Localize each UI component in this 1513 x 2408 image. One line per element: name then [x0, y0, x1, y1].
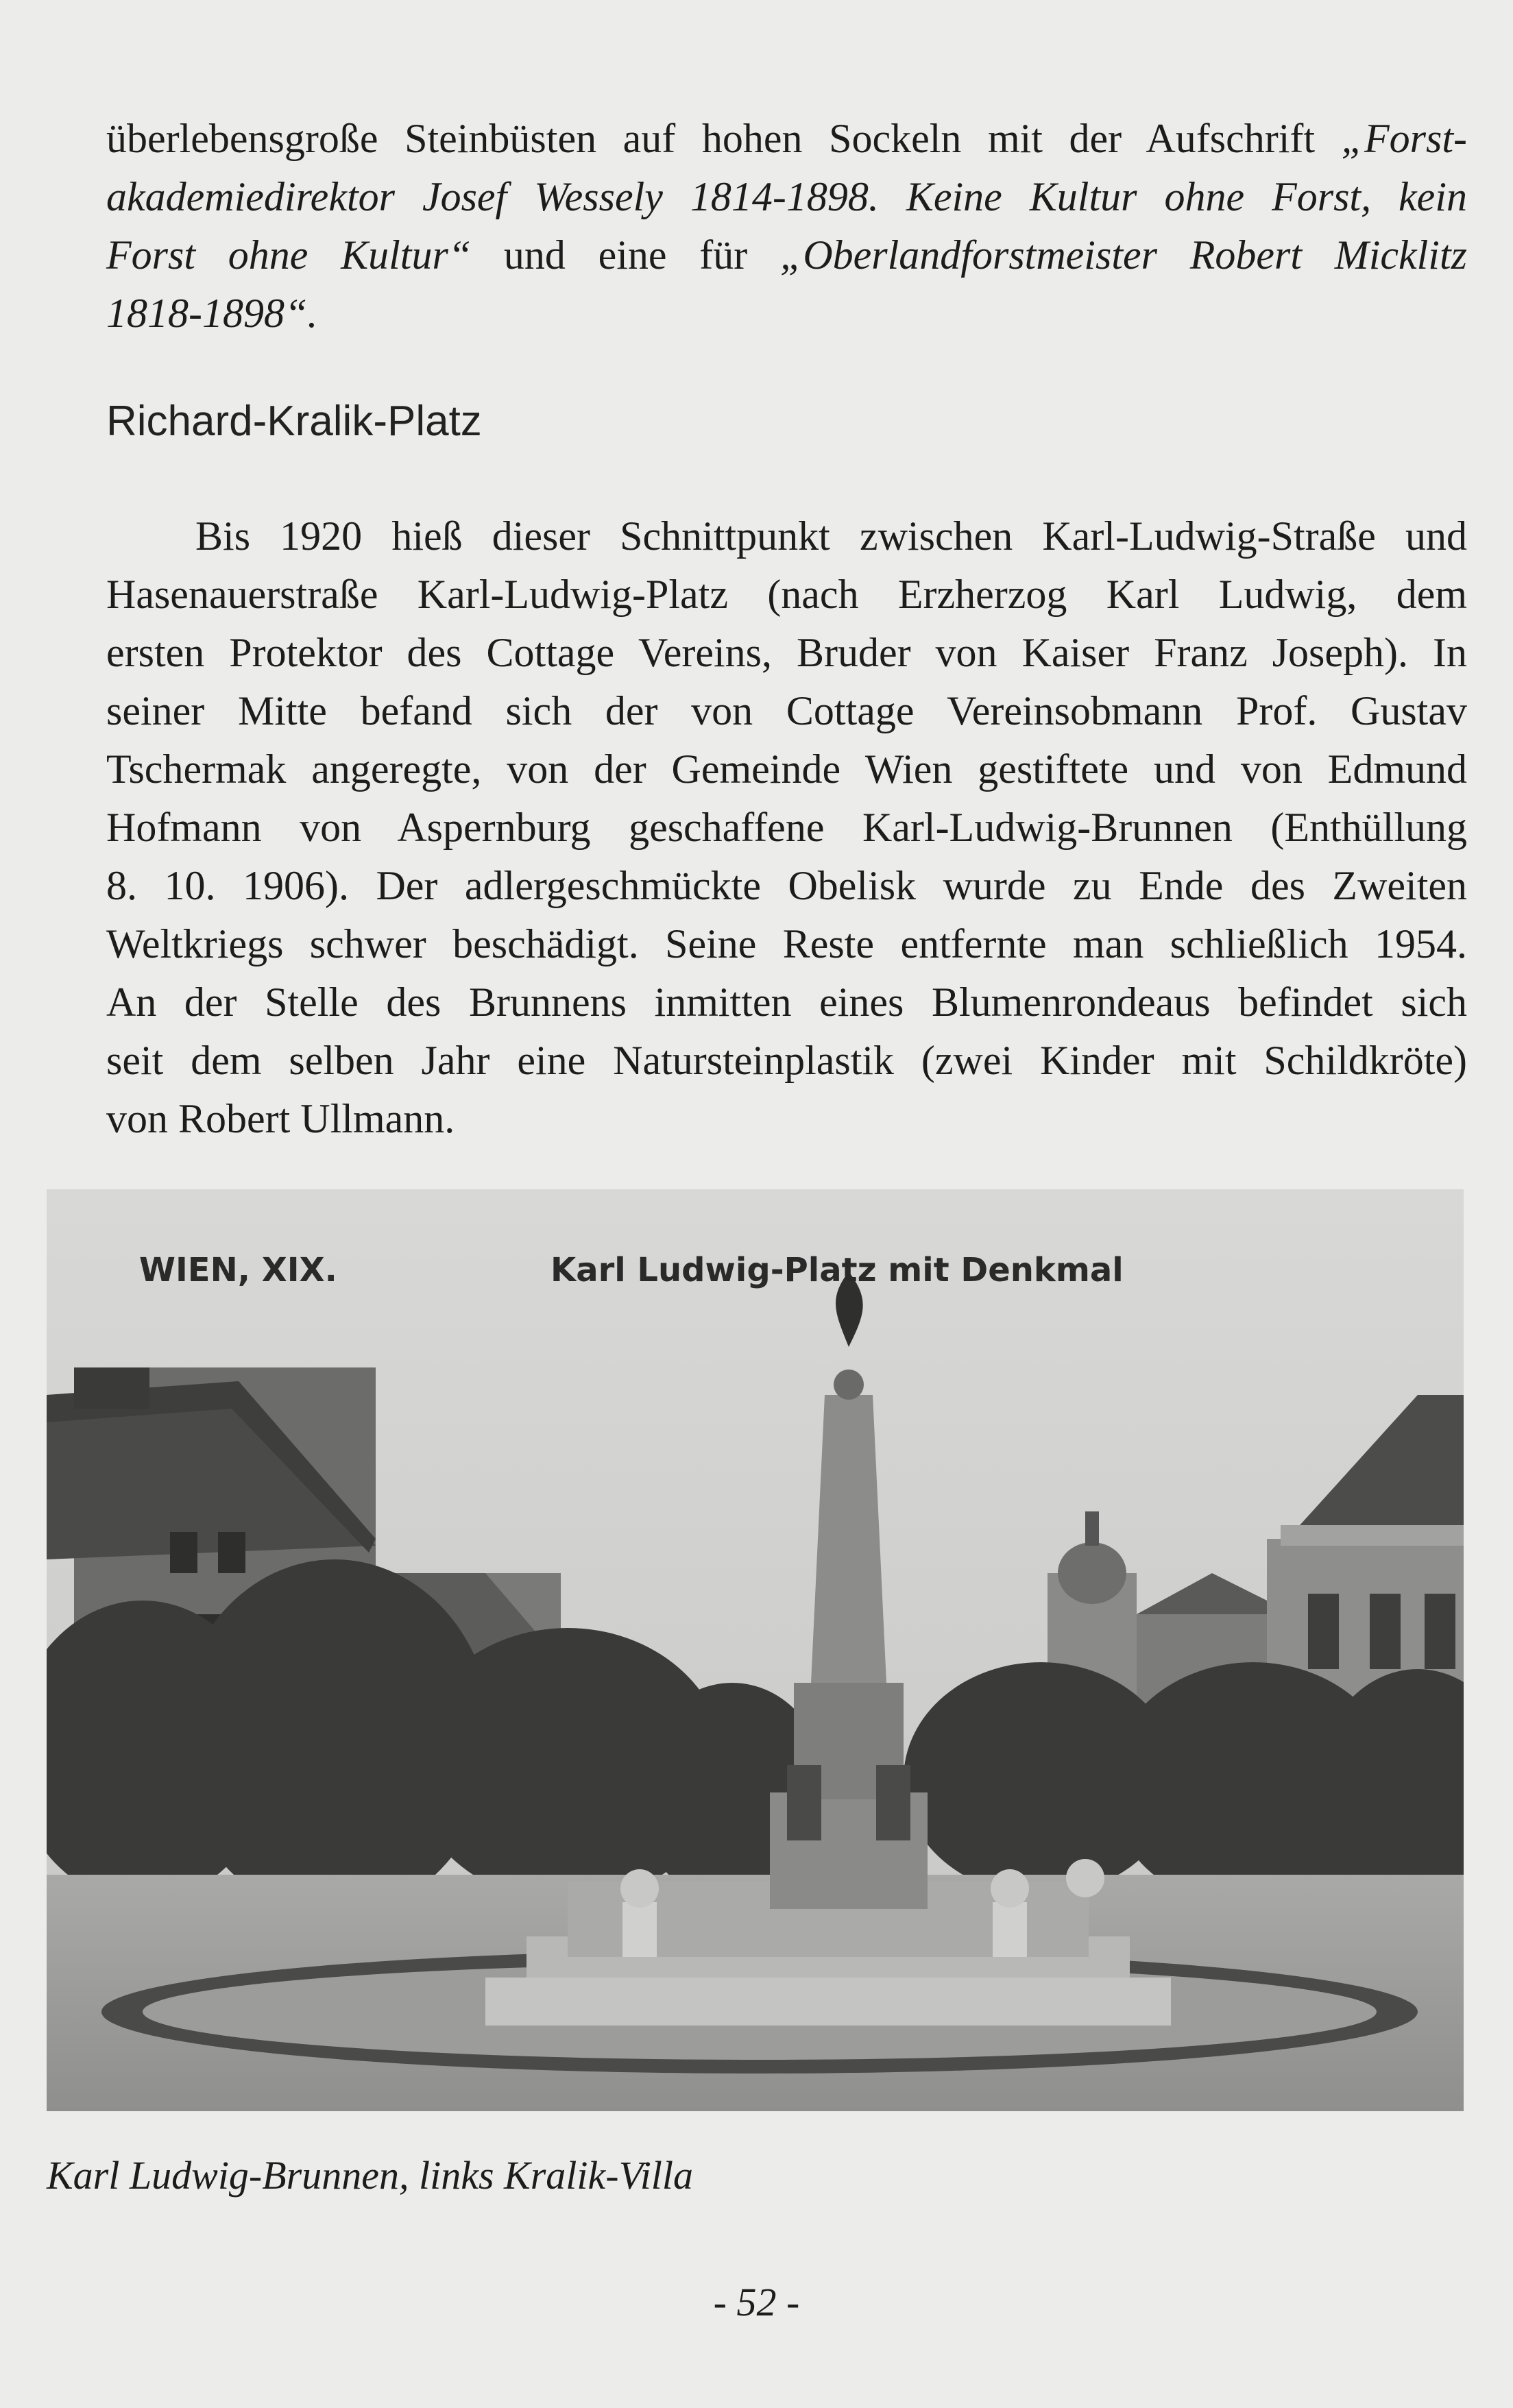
- fountain-illustration: [47, 1189, 1464, 2111]
- text-line: Hasenauerstraße Karl-Ludwig-Platz (nach Erzherzog Karl Ludwig, dem: [106, 572, 1467, 617]
- text-line: Weltkriegs schwer beschädigt. Seine Reste entfernte man schließlich 1954.: [106, 921, 1467, 966]
- text-line: Bis 1920 hieß dieser Schnittpunkt zwischen Karl-Ludwig-Straße und: [195, 513, 1467, 559]
- text-line: 8. 10. 1906). Der adlergeschmückte Obelisk wurde zu Ende des Zweiten: [106, 863, 1467, 908]
- text-line: überlebensgroße Steinbüsten auf hohen Sockeln mit der Aufschrift „Forst-: [106, 116, 1467, 161]
- text-line: An der Stelle des Brunnens inmitten eines Blumenrondeaus befindet sich: [106, 980, 1467, 1025]
- historic-postcard-photo: [47, 1189, 1464, 2111]
- section-heading: Richard-Kralik-Platz: [106, 398, 482, 445]
- text-line: akademiedirektor Josef Wessely 1814-1898. Keine Kultur ohne Forst, kein: [106, 174, 1467, 219]
- body-paragraph: [106, 507, 1467, 1148]
- postcard-label-title: Karl Ludwig-Platz mit Denkmal: [550, 1251, 1124, 1289]
- text-line: Hofmann von Aspernburg geschaffene Karl-Ludwig-Brunnen (Enthüllung: [106, 805, 1467, 850]
- photo-caption: Karl Ludwig-Brunnen, links Kralik-Villa: [47, 2153, 694, 2198]
- text-line: Forst ohne Kultur“ und eine für „Oberlandforstmeister Robert Micklitz: [106, 232, 1467, 278]
- postcard-label-district: WIEN, XIX.: [139, 1251, 337, 1289]
- text-line: seiner Mitte befand sich der von Cottage Vereinsobmann Prof. Gustav: [106, 688, 1467, 733]
- text-line: von Robert Ullmann.: [106, 1096, 455, 1141]
- text-line: 1818-1898“.: [106, 291, 318, 336]
- text-line: ersten Protektor des Cottage Vereins, Bruder von Kaiser Franz Joseph). In: [106, 630, 1467, 675]
- text-line: Tschermak angeregte, von der Gemeinde Wien gestiftete und von Edmund: [106, 746, 1467, 792]
- intro-paragraph: [106, 110, 1467, 343]
- text-line: seit dem selben Jahr eine Natursteinplastik (zwei Kinder mit Schildkröte): [106, 1038, 1467, 1083]
- page-number: - 52 -: [713, 2280, 800, 2324]
